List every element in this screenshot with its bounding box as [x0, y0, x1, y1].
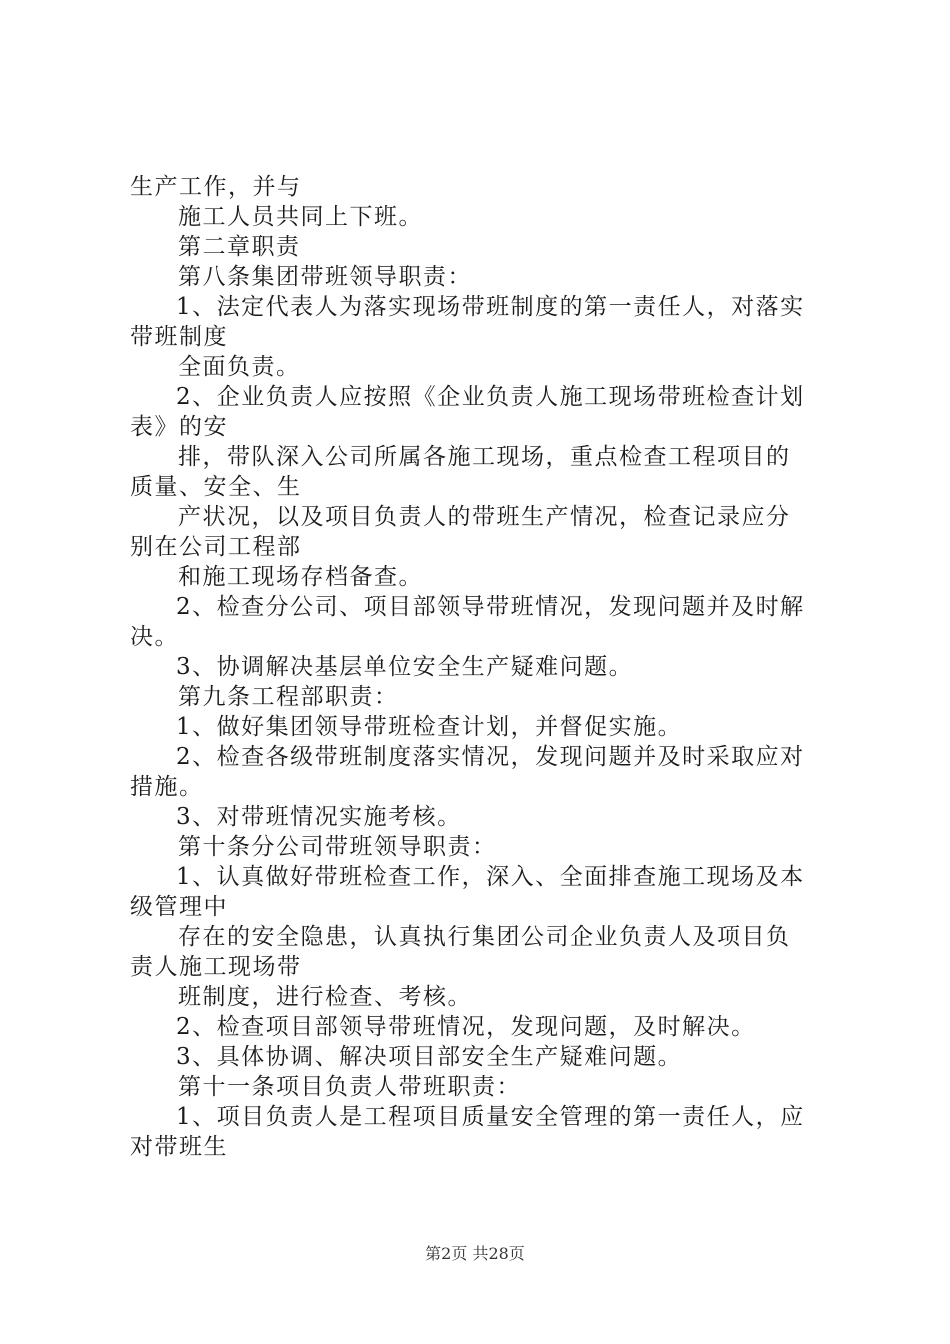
page-footer [0, 1244, 950, 1264]
text-line: 责人施工现场带 [130, 954, 302, 980]
article-heading: 第九条工程部职责： [178, 684, 399, 710]
text-line: 级管理中 [130, 894, 228, 920]
text-line: 1、做好集团领导带班检查计划，并督促实施。 [176, 714, 683, 740]
text-line: 措施。 [130, 774, 204, 800]
text-line: 对带班生 [130, 1134, 228, 1160]
text-line: 2、检查各级带班制度落实情况，发现问题并及时采取应对 [176, 744, 805, 770]
text-line: 存在的安全隐患，认真执行集团公司企业负责人及项目负 [178, 924, 791, 950]
text-line: 带班制度 [130, 324, 228, 350]
article-heading: 第八条集团带班领导职责： [178, 264, 472, 290]
text-line: 产状况，以及项目负责人的带班生产情况，检查记录应分 [178, 504, 791, 530]
article-heading: 第十条分公司带班领导职责： [178, 834, 497, 860]
chapter-heading: 第二章职责 [178, 234, 301, 260]
text-line: 全面负责。 [178, 354, 301, 380]
text-line: 和施工现场存档备查。 [178, 564, 423, 590]
text-line: 别在公司工程部 [130, 534, 302, 560]
text-line: 施工人员共同上下班。 [178, 204, 423, 230]
document-body [130, 172, 830, 1162]
article-heading: 第十一条项目负责人带班职责： [178, 1074, 521, 1100]
page-number-label: 第2页 共28页 [425, 1244, 525, 1263]
text-line: 决。 [130, 624, 179, 650]
text-line: 1、认真做好带班检查工作，深入、全面排查施工现场及本 [176, 864, 805, 890]
text-line: 3、对带班情况实施考核。 [176, 804, 462, 830]
text-line: 1、法定代表人为落实现场带班制度的第一责任人，对落实 [176, 294, 805, 320]
text-line: 班制度，进行检查、考核。 [178, 984, 472, 1010]
text-line: 表》的安 [130, 414, 228, 440]
text-line: 质量、安全、生 [130, 474, 302, 500]
text-line: 2、企业负责人应按照《企业负责人施工现场带班检查计划 [176, 384, 805, 410]
text-line: 生产工作，并与 [130, 174, 302, 200]
text-line: 1、项目负责人是工程项目质量安全管理的第一责任人，应 [176, 1104, 805, 1130]
text-line: 2、检查项目部领导带班情况，发现问题，及时解决。 [176, 1014, 756, 1040]
text-line: 2、检查分公司、项目部领导带班情况，发现问题并及时解 [176, 594, 805, 620]
text-line: 3、协调解决基层单位安全生产疑难问题。 [176, 654, 634, 680]
text-line: 排，带队深入公司所属各施工现场，重点检查工程项目的 [178, 444, 791, 470]
text-line: 3、具体协调、解决项目部安全生产疑难问题。 [176, 1044, 683, 1070]
